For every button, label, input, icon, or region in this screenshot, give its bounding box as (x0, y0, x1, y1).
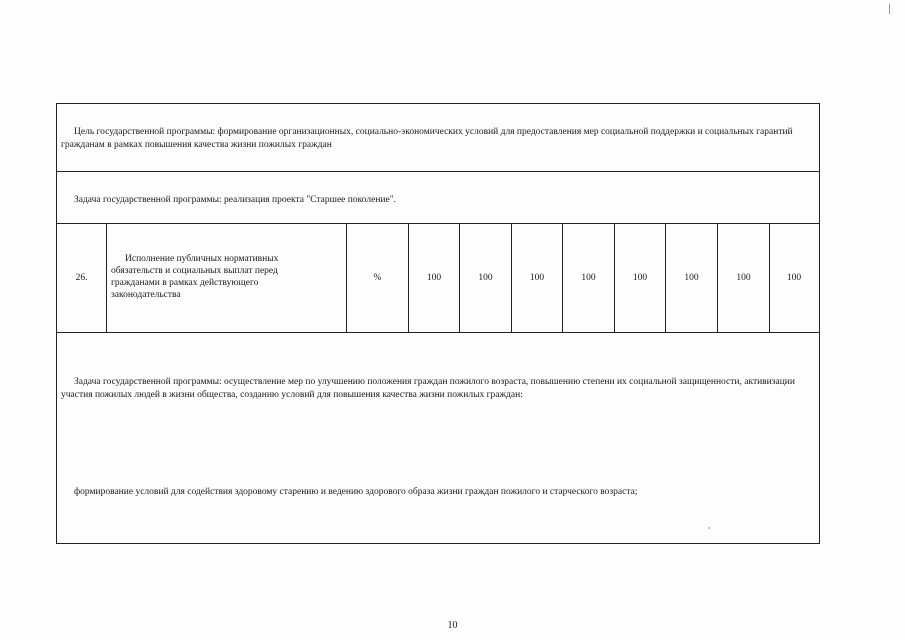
value-cell: 100 (512, 224, 563, 332)
goal-text-content: Цель государственной программы: формирование организационных, социально-экономических условий для предоставления мер социальной поддержки и социальных гарантий гражданам в рамках повышения качества жизни пожилых граждан (61, 127, 793, 150)
value-cell: 100 (409, 224, 460, 332)
task2-row (57, 333, 819, 543)
task2-text-content: Задача государственной программы: осуществление мер по улучшению положения граждан пожилого возраста, повышению степени их социальной защищенности, активизации участия пожилых людей в жизни общества, созданию условий для повышения качества жизни пожилых граждан: (61, 377, 795, 400)
task1-row (57, 172, 819, 224)
indicator-name-rest: обязательств и социальных выплат перед гражданами в рамках действующего законодательства (111, 266, 278, 300)
task1-text: Задача государственной программы: реализация проекта "Старшее поколение". (74, 195, 396, 205)
task2-subitem: формирование условий для содействия здоровому старению и ведению здорового образа жизни граждан пожилого и старческого возраста; (74, 487, 638, 497)
row-number: 26. (57, 224, 107, 332)
value-cell: 100 (615, 224, 666, 332)
indicator-name (111, 253, 321, 301)
page-number: 10 (447, 620, 458, 631)
value-cell: 100 (563, 224, 615, 332)
scan-edge-mark (889, 4, 890, 14)
value-cell: 100 (786, 273, 802, 283)
value-cell: 100 (666, 224, 718, 332)
value-cell: 100 (718, 224, 770, 332)
task2-text (61, 376, 806, 401)
indicator-name-line1: Исполнение публичных нормативных (125, 254, 279, 264)
table-row (57, 224, 819, 333)
goal-row (57, 104, 819, 172)
goal-text (61, 126, 801, 151)
scan-speck (708, 527, 710, 529)
value-cell: 100 (460, 224, 512, 332)
indicator-name-cell (107, 224, 347, 332)
unit-cell: % (347, 224, 409, 332)
program-table (56, 103, 820, 544)
